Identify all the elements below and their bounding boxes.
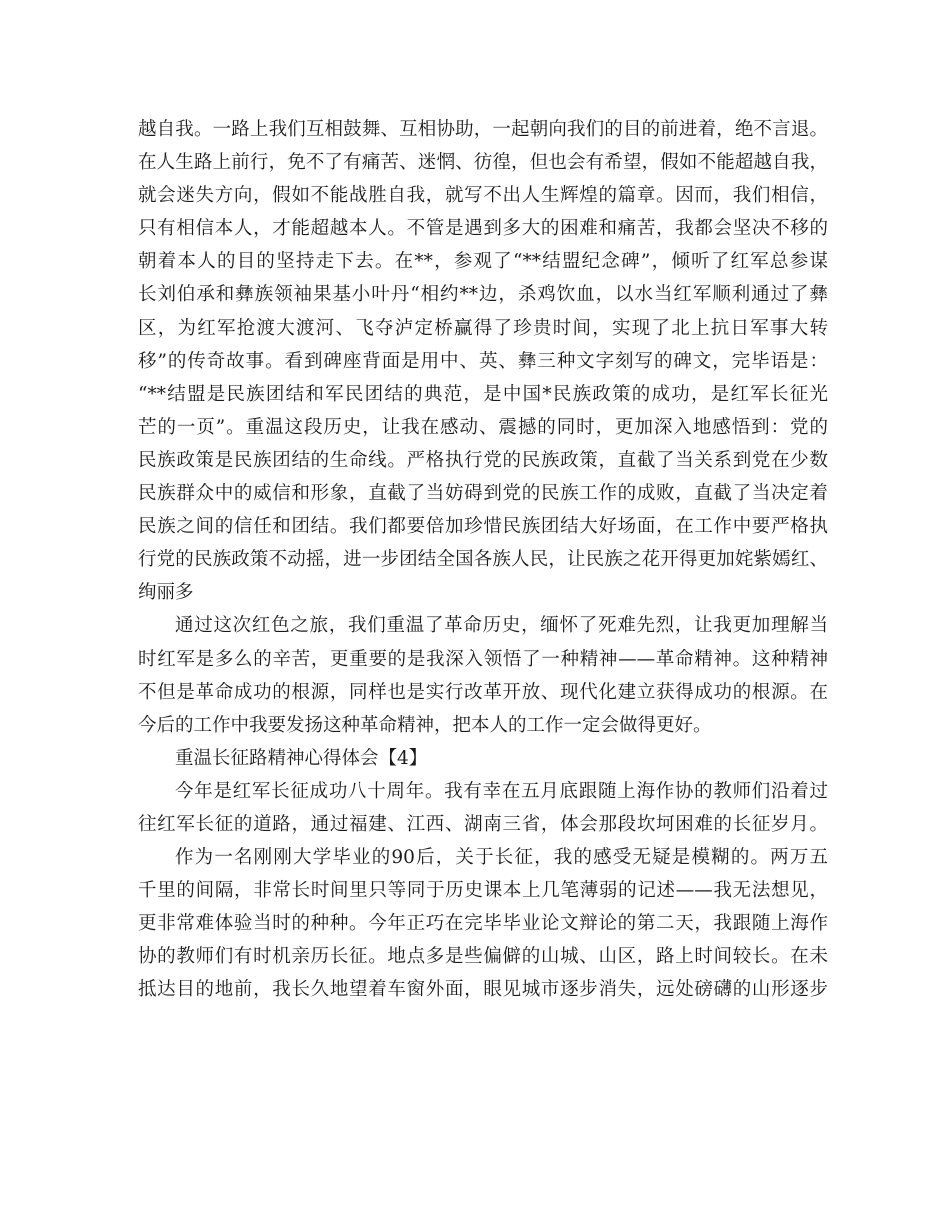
text-line: 越自我。一路上我们互相鼓舞、互相协助，一起朝向我们的目的前进着，绝不言退。 bbox=[138, 119, 828, 140]
text-line: 协的教师们有时机亲历长征。地点多是些偏僻的山城、山区，路上时间较长。在未 bbox=[138, 946, 828, 968]
text-line: 通过这次红色之旅，我们重温了革命历史，缅怀了死难先烈，让我更加理解当 bbox=[175, 615, 828, 637]
text-line: 重温长征路精神心得体会【4】 bbox=[175, 747, 428, 769]
text-line: 今后的工作中我要发扬这种革命精神，把本人的工作一定会做得更好。 bbox=[138, 714, 712, 736]
text-line: 芒的一页”。重温这段历史，让我在感动、震撼的同时，更加深入地感悟到：党的 bbox=[138, 416, 828, 438]
text-line: 作为一名刚刚大学毕业的90后，关于长征，我的感受无疑是模糊的。两万五 bbox=[175, 847, 828, 869]
text-line: 绚丽多 bbox=[138, 582, 194, 604]
text-line: 民族政策是民族团结的生命线。严格执行党的民族政策，直截了当关系到党在少数 bbox=[138, 449, 828, 471]
text-line: 朝着本人的目的坚持走下去。在**，参观了“**结盟纪念碑”，倾听了红军总参谋 bbox=[138, 251, 828, 273]
text-line: 千里的间隔，非常长时间里只等同于历史课本上几笔薄弱的记述——我无法想见， bbox=[138, 880, 828, 902]
text-line: 今年是红军长征成功八十周年。我有幸在五月底跟随上海作协的教师们沿着过 bbox=[175, 780, 828, 802]
text-line: 不但是革命成功的根源，同样也是实行改革开放、现代化建立获得成功的根源。在 bbox=[138, 681, 828, 703]
document-body bbox=[138, 113, 828, 1007]
text-line: 行党的民族政策不动摇，进一步团结全国各族人民，让民族之花开得更加姹紫嫣红、 bbox=[138, 549, 828, 571]
text-line: 长刘伯承和彝族领袖果基小叶丹“相约**边，杀鸡饮血，以水当红军顺利通过了彝 bbox=[138, 284, 828, 306]
text-line: 民族群众中的威信和形象，直截了当妨碍到党的民族工作的成败，直截了当决定着 bbox=[138, 483, 828, 505]
text-line: “**结盟是民族团结和军民团结的典范，是中国*民族政策的成功，是红军长征光 bbox=[138, 383, 828, 405]
text-line: 就会迷失方向，假如不能战胜自我，就写不出人生辉煌的篇章。因而，我们相信， bbox=[138, 185, 828, 207]
text-line: 在人生路上前行，免不了有痛苦、迷惘、彷徨，但也会有希望，假如不能超越自我， bbox=[138, 152, 828, 174]
text-line: 只有相信本人，才能超越本人。不管是遇到多大的困难和痛苦，我都会坚决不移的 bbox=[138, 218, 828, 240]
text-line: 时红军是多么的辛苦，更重要的是我深入领悟了一种精神——革命精神。这种精神 bbox=[138, 648, 828, 670]
text-line: 往红军长征的道路，通过福建、江西、湖南三省，体会那段坎坷困难的长征岁月。 bbox=[138, 813, 828, 835]
text-line: 更非常难体验当时的种种。今年正巧在完毕毕业论文辩论的第二天，我跟随上海作 bbox=[138, 913, 828, 935]
text-line: 民族之间的信任和团结。我们都要倍加珍惜民族团结大好场面，在工作中要严格执 bbox=[138, 516, 828, 538]
text-line: 移”的传奇故事。看到碑座背面是用中、英、彝三种文字刻写的碑文，完毕语是： bbox=[138, 350, 828, 372]
text-line: 区，为红军抢渡大渡河、飞夺泸定桥赢得了珍贵时间，实现了北上抗日军事大转 bbox=[138, 317, 828, 339]
text-line: 抵达目的地前，我长久地望着车窗外面，眼见城市逐步消失，远处磅礴的山形逐步 bbox=[138, 979, 828, 1001]
